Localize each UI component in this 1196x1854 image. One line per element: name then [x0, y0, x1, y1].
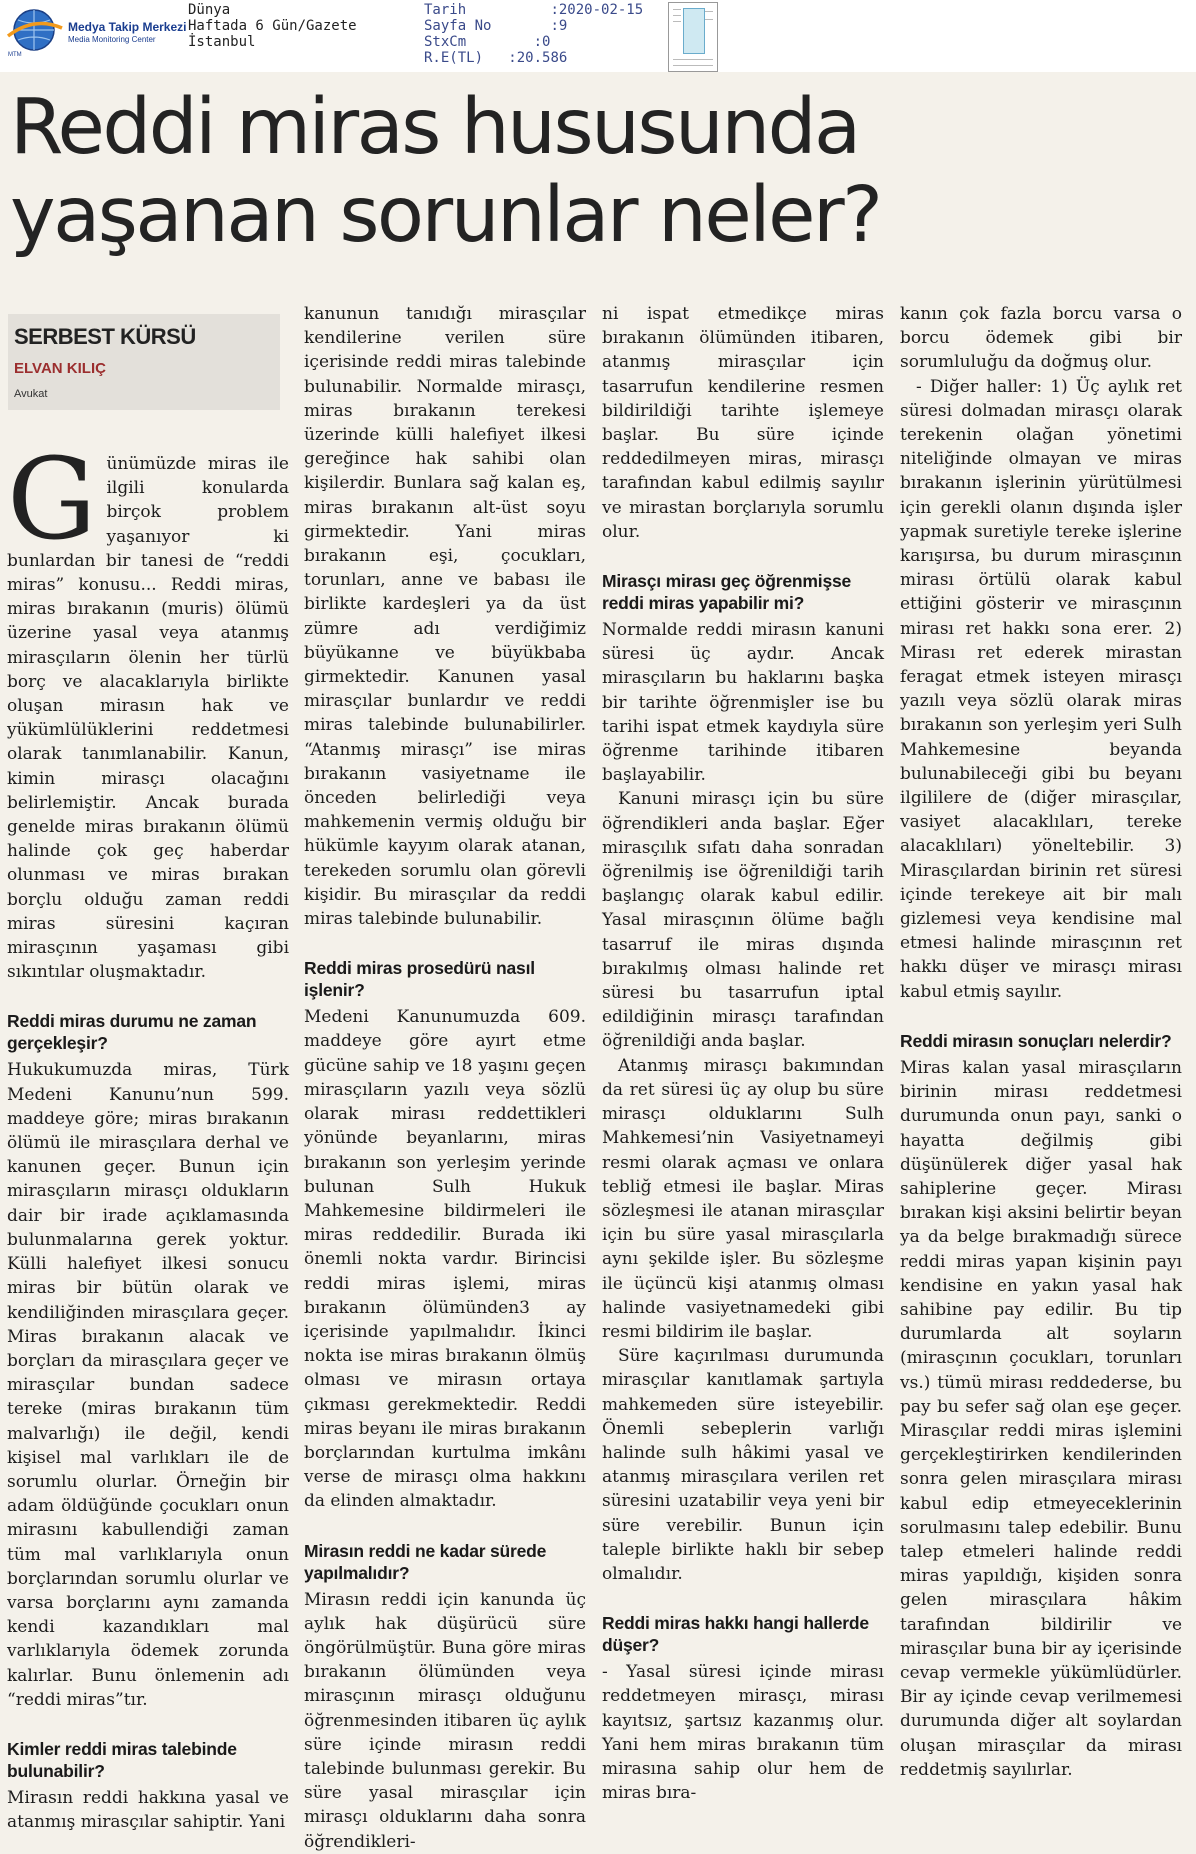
- meta-row: StxCm :0: [424, 34, 551, 50]
- paragraph: Medeni Kanunumuzda 609. maddeye göre ayırt etme gücüne sahip ve 18 yaşını geçen mirasçıların yazılı veya sözlü olarak mirası reddettikleri yönünde beyanlarını, miras bırakanın son yerleşim yerinde bulunan Sulh Hukuk Mahkemesine bildirmeleri ile miras reddedilir. Burada iki önemli nokta vardır. Birincisi reddi miras işlemi, miras bırakanın ölümünden3 ay içerisinde yapılmalıdır. İkinci nokta ise miras bırakanın ölmüş olması ve mirasın ortaya çıkması gerekmektedir. Reddi miras beyanı ile miras bırakanın borçlarından kurtulma imkânı verse de mirasçı olma hakkını da elinden almaktadır.: [304, 1007, 586, 1512]
- drop-cap: G: [7, 435, 97, 565]
- paragraph: Süre kaçırılması durumunda mirasçılar kanıtlamak şartıyla mahkemeden süre isteyebilir. Önemli sebeplerin varlığı halinde sulh hâkimi yasal ve atanmış mirasçılara verilen ret süresini uzatabilir veya yeni bir süre verebilir. Bunun için taleple birlikte haklı bir sebep olmalıdır.: [602, 1346, 884, 1584]
- logo-text: MTM: [8, 52, 22, 58]
- section-heading: Reddi mirasın sonuçları nelerdir?: [900, 1030, 1172, 1051]
- article-column-3: [602, 302, 884, 1805]
- article-column-4: [900, 302, 1182, 1782]
- paragraph: kanunun tanıdığı mirasçılar kendilerine verilen süre içerisinde reddi miras talebinde bulunabilir. Normalde mirasçı, miras bırakanın terekesi üzerinde külli halefiyet ilkesi gereğince hak sahibi olan kişilerdir. Bunlara sağ kalan eş, miras bırakanın alt-üst soyu girmektedir. Yani miras bırakanın eşi, çocukları, torunları, anne ve babası ile birlikte kardeşleri ya da üst zümre adı verdiğimiz büyükanne ve büyükbaba girmektedir. Kanunen yasal mirasçılar bunlardır ve reddi miras talebinde bulunabilirler. “Atanmış mirasçı” ise miras bırakanın vasiyetname ile önceden belirlediği veya mahkemenin vermiş olduğu bir hükümle kayyım olarak atanan, terekeden sorumlu olan görevli kişidir. Bu mirasçılar da reddi miras talebinde bulunabilir.: [304, 304, 586, 930]
- section-heading: Reddi miras hakkı hangi hallerde düşer?: [602, 1613, 869, 1656]
- paragraph: Miras kalan yasal mirasçıların birinin mirası reddetmesi durumunda onun payı, sanki o hayatta değilmiş gibi düşünülerek diğer yasal hak sahiplerine geçer. Mirası bırakan kişi aksini belirtir beyan ya da belge bırakmadığı sürece reddi miras yapan kişinin payı kendisine en yakın yasal hak sahibine pay edilir. Bu tip durumlarda alt soyların (mirasçının çocukları, torunları vs.) tümü mirası reddederse, bu pay bu sefer sağ olan eşe geçer. Mirasçılar reddi miras işlemini gerçekleştirirken kendilerinden sonra gelen mirasçılara mirası kabul edip etmeyeceklerinin sorulmasını talep edebilir. Bunu talep etmeleri halinde reddi miras yapıldığı, kişiden sonra gelen mirasçılara hâkim tarafından bildirilir ve mirasçılar buna bir ay içerisinde cevap vermekle yükümlüdürler. Bir ay içinde cevap verilmemesi durumunda diğer alt soylardan oluşan mirasçılar da mirası reddetmiş sayılırlar.: [900, 1057, 1182, 1780]
- section-heading: Mirasın reddi ne kadar sürede yapılmalıdır?: [304, 1540, 547, 1583]
- paragraph: ni ispat etmedikçe miras bırakanın ölümünden itibaren, atanmış mirasçılar için tasarrufun kendilerine resmen bildirildiği tarihte işlemeye başlar. Bu süre içinde reddedilmeyen miras, mirasçı tarafından kabul edilmiş sayılır ve mirastan borçlarıyla sorumlu olur.: [602, 304, 884, 542]
- paragraph: Hukukumuzda miras, Türk Medeni Kanunu’nun 599. maddeye göre; miras bırakanın ölümü ile mirasçılara derhal ve kanunen geçer. Bunun için mirasçıların mirasçı oldukların dair bir irade açıklamasında bulunmalarına gerek yoktur. Külli halefiyet ilkesi sonucu miras bir bütün olarak ve kendiliğinden mirasçılara geçer. Miras bırakanın alacak ve borçları da mirasçılara geçer ve mirasçılar bundan sadece tereke (miras bırakanın tüm malvarlığı) ile değil, kendi kişisel mal varlıkları ile de sorumlu olurlar. Örneğin bir adam öldüğünde çocukları onun mirasını kabullendiği zaman tüm mal varlıklarıyla onun borçlarından sorumlu olurlar ve varsa borçlarını aynı zamanda kendi kazandıkları mal varlıklarıyla ödemek zorunda kalırlar. Bunu önlemenin adı “reddi miras”tır.: [7, 1060, 289, 1710]
- section-heading: Reddi miras prosedürü nasıl işlenir?: [304, 958, 535, 1001]
- brand: [68, 20, 187, 44]
- paragraph: - Diğer haller: 1) Üç aylık ret süresi dolmadan mirasçı olarak terekenin olağan yönetimi niteliğinde olmayan ve miras bırakanın işlerinin yürütülmesi için gerekli olanın dışında işler yapmak suretiyle tereke işlerine karışırsa, bu durum mirasçının mirası örtülü olarak kabul ettiğini gösterir ve mirasçının mirası ret hakkı sona erer. 2) Mirası ret ederek mirastan feragat etmek isteyen mirasçı yazılı veya sözlü olarak miras bırakanın son yerleşim yeri Sulh Mahkemesine beyanda bulunabileceği gibi bu beyanı ilgililere de (diğer mirasçılar, vasiyet alacaklıları, tereke alacaklıları) yöneltebilir. 3) Mirasçılardan birinin ret süresi içinde terekeye ait bir malı gizlemesi veya kendisine mal etmesi halinde mirasçının ret hakkı düşer ve mirasçı mirası kabul etmiş sayılır.: [900, 376, 1182, 1002]
- thumbnail-highlight: [683, 8, 705, 54]
- lead-paragraph: Günümüzde miras ile ilgili konularda birçok problem yaşanıyor ki bunlardan bir tanesi de “reddi miras” konusu... Reddi miras, miras bırakanın (muris) ölümü üzerine yasal veya atanmış mirasçıların ölenin her türlü borç ve alacaklarıyla birlikte oluşan mirasın hak ve yükümlülüklerini reddetmesi olarak tanımlanabilir. Kanun, kimin mirasçı olacağını belirlemiştir. Ancak burada genelde miras bırakanın ölümü halinde çok geç haberdar olunması ve miras bırakan borçlu olduğu zaman reddi miras süresini kaçıran mirasçının yaşaması gibi sıkıntılar oluşmaktadır.: [7, 435, 289, 983]
- section-heading: Reddi miras durumu ne zaman gerçekleşir?: [7, 1011, 257, 1054]
- publication-city: İstanbul: [188, 34, 256, 50]
- meta-row: R.E(TL) :20.586: [424, 50, 568, 66]
- author-role: Avukat: [14, 388, 48, 400]
- globe-logo-icon: [6, 6, 64, 58]
- publication-frequency: Haftada 6 Gün/Gazete: [188, 18, 357, 34]
- paragraph: kanın çok fazla borcu varsa o borcu ödemek gibi bir sorumluluğu da doğmuş olur.: [900, 304, 1182, 373]
- section-heading: Mirasçı mirası geç öğrenmişse reddi miras yapabilir mi?: [602, 571, 852, 614]
- source-info: [188, 2, 357, 50]
- paragraph: Atanmış mirasçı bakımından da ret süresi üç ay olup bu süre mirasçı olduklarını Sulh Mahkemesi’nin Vasiyetnameyi resmi olarak açması ve onlara tebliğ etmesi ile başlar. Miras sözleşmesi ile atanan mirasçılar için bu süre yasal mirasçılarla aynı şekilde işler. Bu sözleşme ile üçüncü kişi atanmış olması halinde vasiyetnamedeki gibi resmi bildirim ile başlar.: [602, 1055, 884, 1342]
- publication-name: Dünya: [188, 2, 231, 18]
- paragraph: - Yasal süresi içinde mirası reddetmeyen mirasçı, mirası kayıtsız, şartsız kazanmış olur. Yani hem miras bırakanın tüm mirasına sahip olur hem de miras bıra-: [602, 1662, 884, 1804]
- article-column-1: [7, 435, 289, 1834]
- meta-row: Tarih :2020-02-15: [424, 2, 644, 18]
- paragraph: Mirasın reddi için kanunda üç aylık hak düşürücü süre öngörülmüştür. Buna göre miras bırakanın ölümünden veya mirasçının mirasçı olduğunu öğrenmesinden itibaren üç aylık süre içinde mirasın reddi talebinde bulunması gerekir. Bu süre yasal mirasçılar için mirasçı olduklarını daha sonra öğrendikleri-: [304, 1589, 586, 1852]
- byline-box: [8, 314, 280, 410]
- author-name: ELVAN KILIÇ: [14, 360, 106, 377]
- section-heading: Kimler reddi miras talebinde bulunabilir?: [7, 1738, 237, 1781]
- article-column-2: [304, 302, 586, 1854]
- paragraph: Normalde reddi mirasın kanuni süresi üç aydır. Ancak mirasçıların bu haklarını başka bir tarihte öğrenmişler ise bu tarihi ispat etmek kaydıyla süre öğrenme tarihinde itibaren başlayabilir.: [602, 620, 884, 786]
- paragraph: Mirasın reddi hakkına yasal ve atanmış mirasçılar sahiptir. Yani: [7, 1787, 289, 1833]
- brand-name: Medya Takip Merkezi: [68, 20, 187, 34]
- paragraph: Kanuni mirasçı için bu süre öğrendikleri anda başlar. Eğer mirasçılık sıfatı daha sonradan öğrenilmiş ise öğrenildiği tarih başlangıç olarak kabul edilir. Yasal mirasçının ölüme bağlı tasarruf ile miras dışında bırakılmış olması halinde ret süresi bu tasarrufun iptal edildiğinin mirasçı tarafından öğrenildiği anda başlar.: [602, 789, 884, 1052]
- brand-subtitle: Media Monitoring Center: [68, 35, 156, 44]
- meta-row: Sayfa No :9: [424, 18, 568, 34]
- article-title: Reddi miras hususunda yaşanan sorunlar neler?: [10, 83, 881, 260]
- page-thumbnail: [668, 2, 718, 72]
- clip-meta: [424, 2, 643, 66]
- clipping-header: [0, 0, 1196, 72]
- column-name: SERBEST KÜRSÜ: [14, 324, 196, 349]
